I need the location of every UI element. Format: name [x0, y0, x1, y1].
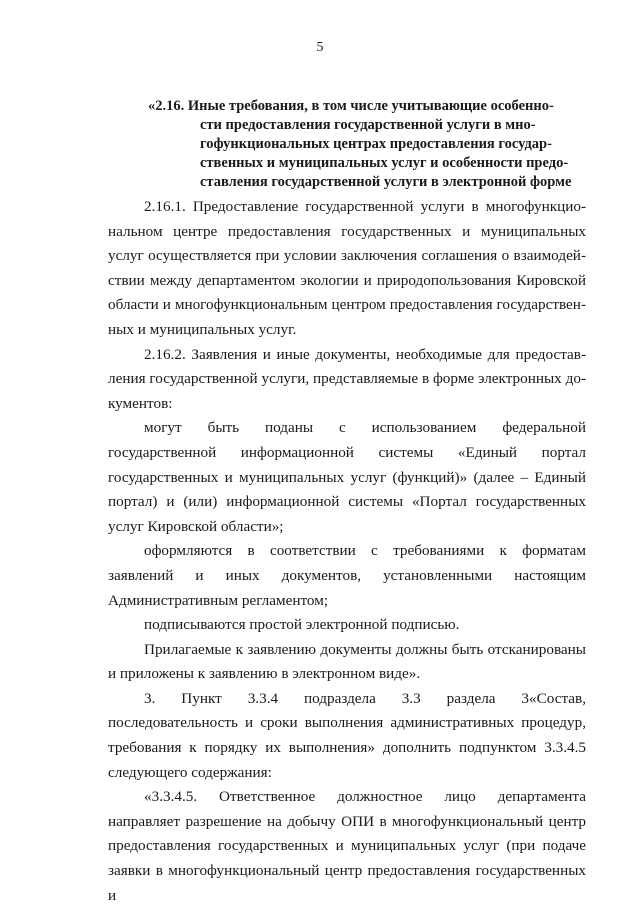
paragraph-item-3: 3. Пункт 3.3.4 подраздела 3.3 раздела 3«Состав, последовательность и сроки выполнения административных процедур, требования к порядку их выполнения» дополнить подпунктом 3.3.4.5 следующего содержания: — [108, 689, 586, 781]
paragraph-signature: подписываются простой электронной подписью. — [144, 616, 460, 634]
heading-line: ственных и муниципальных услуг и особенности предо- — [200, 155, 569, 171]
heading-line: гофункциональных центрах предоставления государ- — [200, 136, 552, 152]
heading-line: «2.16. Иные требования, в том числе учитывающие особенно- — [148, 98, 554, 114]
paragraph-3-3-4-5: «3.3.4.5. Ответственное должностное лицо департамента направляет разрешение на добычу ОПИ в многофункциональный центр предоставления государственных и муниципальных услуг (при подаче заявки в многофункциональный центр предоставления государственных и — [108, 788, 586, 904]
section-heading — [112, 97, 582, 192]
heading-line: сти предоставления государственной услуги в мно- — [200, 117, 536, 133]
paragraph-attachments: Прилагаемые к заявлению документы должны быть отсканированы и приложены к заявлению в электронном виде». — [108, 640, 586, 683]
body-text — [108, 195, 586, 908]
paragraph-2-16-1: 2.16.1. Предоставление государственной услуги в многофункциональном центре предоставления государственных и муниципальных услуг осуществляется при условии заключения соглашения о взаимодействии между департаментом экологии и природопользования Кировской области и многофункциональным центром предоставления государственных и муниципальных услуг. — [108, 198, 586, 338]
page-number: 5 — [316, 40, 324, 55]
paragraph-2-16-2: 2.16.2. Заявления и иные документы, необходимые для предоставления государственной услуги, представляемые в форме электронных документов: — [108, 345, 586, 412]
paragraph-format: оформляются в соответствии с требованиями к форматам заявлений и иных документов, установленными настоящим Административным регламентом; — [108, 542, 586, 609]
paragraph-portal: могут быть поданы с использованием федеральной государственной информационной системы «Единый портал государственных и муниципальных услуг (функций)» (далее – Единый портал) и (или) информационной системы «Портал государственных услуг Кировской области»; — [108, 419, 586, 535]
heading-line: ставления государственной услуги в электронной форме — [200, 174, 572, 190]
